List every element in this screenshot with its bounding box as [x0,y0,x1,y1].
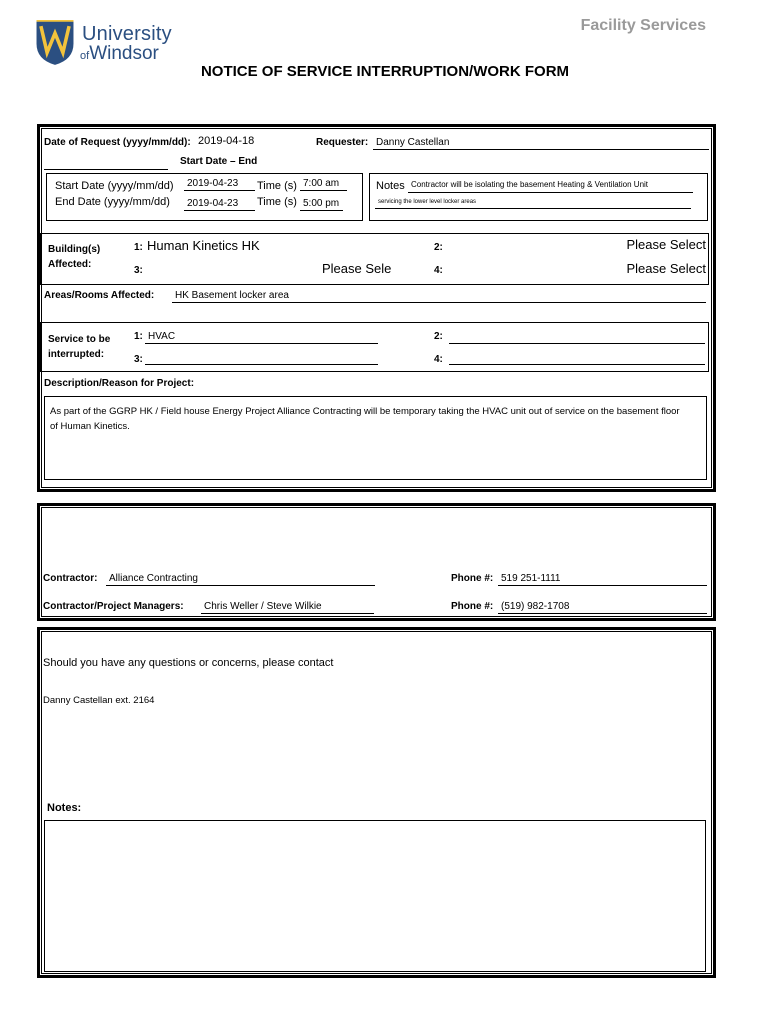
end-time-field[interactable]: 5:00 pm [300,198,343,211]
building-2-number: 2: [434,242,443,253]
service-2-field[interactable] [449,331,705,344]
service-1-field[interactable]: HVAC [145,331,378,344]
building-2-select[interactable]: Please Select [626,237,706,252]
service-3-number: 3: [134,354,143,365]
form-title: NOTICE OF SERVICE INTERRUPTION/WORK FORM [200,63,570,80]
phone2-field[interactable]: (519) 982-1708 [498,601,707,614]
service-4-field[interactable] [449,352,705,365]
notes-line-2[interactable]: servicing the lower level locker areas [375,199,691,209]
building-4-select[interactable]: Please Select [626,261,706,276]
end-date-field[interactable]: 2019-04-23 [184,198,255,211]
service-2-number: 2: [434,331,443,342]
contractor-field[interactable]: Alliance Contracting [106,573,375,586]
buildings-label: Building(s) Affected: [48,244,101,270]
service-4-number: 4: [434,354,443,365]
start-end-underline [44,157,168,170]
description-text: As part of the GGRP HK / Field house Energy Project Alliance Contracting will be temporary taking the HVAC unit out of service on the basement floor of Human Kinetics. [50,406,680,432]
building-4-number: 4: [434,265,443,276]
service-1-number: 1: [134,331,143,342]
requester-label: Requester: [316,137,369,148]
department-name: Facility Services [580,17,706,34]
building-3-select[interactable]: Please Sele [322,261,392,276]
managers-label: Contractor/Project Managers: [43,601,184,612]
phone2-label: Phone #: [451,601,494,612]
contractor-label: Contractor: [43,573,98,584]
services-label: Service to be interrupted: [48,334,111,360]
contact-message: Should you have any questions or concerns, please contact [43,657,334,669]
logo-text-windsor: ofWindsor [80,43,159,64]
building-3-number: 3: [134,265,143,276]
start-date-field[interactable]: 2019-04-23 [184,178,255,191]
end-time-label: Time (s) [257,196,297,208]
logo-text-university: University [82,23,172,45]
end-date-label: End Date (yyyy/mm/dd) [55,196,170,208]
areas-label: Areas/Rooms Affected: [44,290,155,301]
managers-field[interactable]: Chris Weller / Steve Wilkie [201,601,374,614]
areas-field[interactable]: HK Basement locker area [172,290,706,303]
phone-label: Phone #: [451,573,494,584]
contact-person: Danny Castellan ext. 2164 [43,695,155,706]
start-end-heading: Start Date – End [180,156,258,167]
contact-notes-label: Notes: [47,802,82,814]
date-request-label: Date of Request (yyyy/mm/dd): [44,137,191,148]
requester-field[interactable]: Danny Castellan [373,137,709,150]
service-3-field[interactable] [145,352,378,365]
building-1-select[interactable]: Human Kinetics HK [147,238,260,253]
phone-field[interactable]: 519 251-1111 [498,573,707,586]
date-request-value[interactable]: 2019-04-18 [198,135,255,147]
building-1-number: 1: [134,242,143,253]
start-time-field[interactable]: 7:00 am [300,178,347,191]
notes-label: Notes [376,180,405,192]
contact-notes-box[interactable] [44,820,706,972]
university-crest-logo [33,16,77,68]
start-time-label: Time (s) [257,180,297,192]
start-date-label: Start Date (yyyy/mm/dd) [55,180,174,192]
notes-line-1[interactable]: Contractor will be isolating the basement Heating & Ventilation Unit [408,180,693,193]
description-label: Description/Reason for Project: [44,378,195,389]
